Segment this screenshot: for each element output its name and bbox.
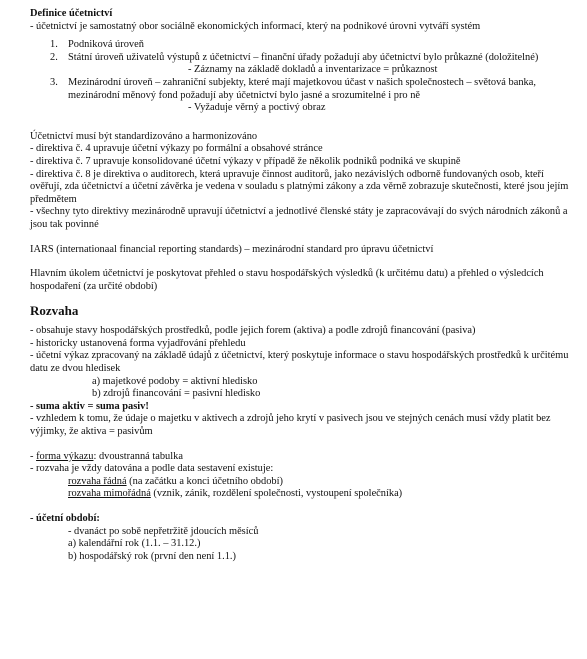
period-item: a) kalendářní rok (1.1. – 31.12.) — [68, 538, 201, 550]
main-task: Hlavním úkolem účetnictví je poskytovat přehled o stavu hospodářských výsledků (k určitému datu) a přehled o výsledcích hospodaření (za určité období) — [30, 268, 547, 292]
levels-list — [30, 39, 573, 115]
dated-line: - rozvaha je vždy datována a podle data sestavení existuje: — [30, 463, 274, 475]
rozvaha-type: rozvaha řádná (na začátku a konci účetního období) — [68, 475, 283, 487]
equality-rule: - suma aktiv = suma pasiv! — [30, 400, 149, 412]
aspect-item: a) majetkové podoby = aktivní hledisko — [92, 375, 258, 387]
directive-line: - direktiva č. 7 upravuje konsolidované účetní výkazy v případě že několik podniků podniká ve skupině — [30, 155, 461, 167]
period-title: - účetní období: — [30, 513, 100, 524]
rozvaha-type: rozvaha mimořádná (vznik, zánik, rozdělení společnosti, vystoupení společníka) — [68, 488, 403, 500]
list-item: 1. Podniková úroveň — [50, 39, 144, 51]
level-note: - Vyžaduje věrný a poctivý obraz — [188, 102, 326, 114]
form-label: forma výkazu — [36, 450, 94, 462]
directive-line: - všechny tyto direktivy mezinárodně upravují účetnictví a jednotlivé členské státy je zapracovávají do svých národních zákonů a jsou tak povinné — [30, 206, 571, 230]
standardization-heading: Účetnictví musí být standardizováno a harmonizováno — [30, 130, 258, 142]
rozvaha-line: - historicky ustanovená forma vyjadřování přehledu — [30, 337, 246, 349]
directive-line: - direktiva č. 4 upravuje účetní výkazy po formální a obsahové stránce — [30, 143, 323, 155]
iars-line: IARS (internationaal financial reporting standards) – mezinárodní standard pro úpravu účetnictví — [30, 243, 434, 255]
form-line: - forma výkazu: dvoustranná tabulka — [30, 450, 183, 462]
period-intro: - dvanáct po sobě nepřetržitě jdoucích měsíců — [68, 525, 259, 537]
definition-intro: - účetnictví je samostatný obor sociálně ekonomických informací, který na podnikové úrovni vytváří systém — [30, 20, 481, 32]
period-item: b) hospodářský rok (první den není 1.1.) — [68, 550, 236, 562]
list-item: 2. Státní úroveň uživatelů výstupů z účetnictví – finanční úřady požadují aby účetnictví bylo průkazné (doložitelné) - Záznamy na základě dokladů a inventarizace = průkaznost — [30, 52, 573, 77]
rozvaha-title: Rozvaha — [30, 303, 79, 319]
aspect-item: b) zdrojů financování = pasivní hledisko — [92, 388, 261, 400]
equality-note: - vzhledem k tomu, že údaje o majetku v aktivech a zdrojů jeho krytí v pasivech jsou ve stejných cenách musí vždy platit bez výjimky, že aktiva = pasivům — [30, 413, 554, 438]
definition-title: Definice účetnictví — [30, 8, 113, 19]
list-item: 3. Mezinárodní úroveň – zahraniční subjekty, které mají majetkovou účast v našich společnostech – světová banka, mezinárodní měnový fond požadují aby účetnictví bylo jasné a srozumitelné i pro ně - Vyžaduje věrný a poctivý obraz — [30, 77, 573, 115]
directive-line: - direktiva č. 8 je direktiva o auditorech, která upravuje činnost auditorů, jako nezávislých odborně fundovaných osob, kteří ověřují, zda účetnictví a účetní závěrka je vedena v souladu s platnými zákony a zda věrně zobrazuje skutečnosti, které jsou jejím předmětem — [30, 168, 571, 205]
level-note: - Záznamy na základě dokladů a inventarizace = průkaznost — [188, 64, 438, 76]
rozvaha-line: - účetní výkaz zpracovaný na základě údajů z účetnictví, který poskytuje informace o stavu hospodářských prostředků k určitému datu ze dvou hledisek — [30, 350, 572, 375]
rozvaha-line: - obsahuje stavy hospodářských prostředků, podle jejich forem (aktiva) a podle zdrojů financování (pasiva) — [30, 325, 476, 337]
